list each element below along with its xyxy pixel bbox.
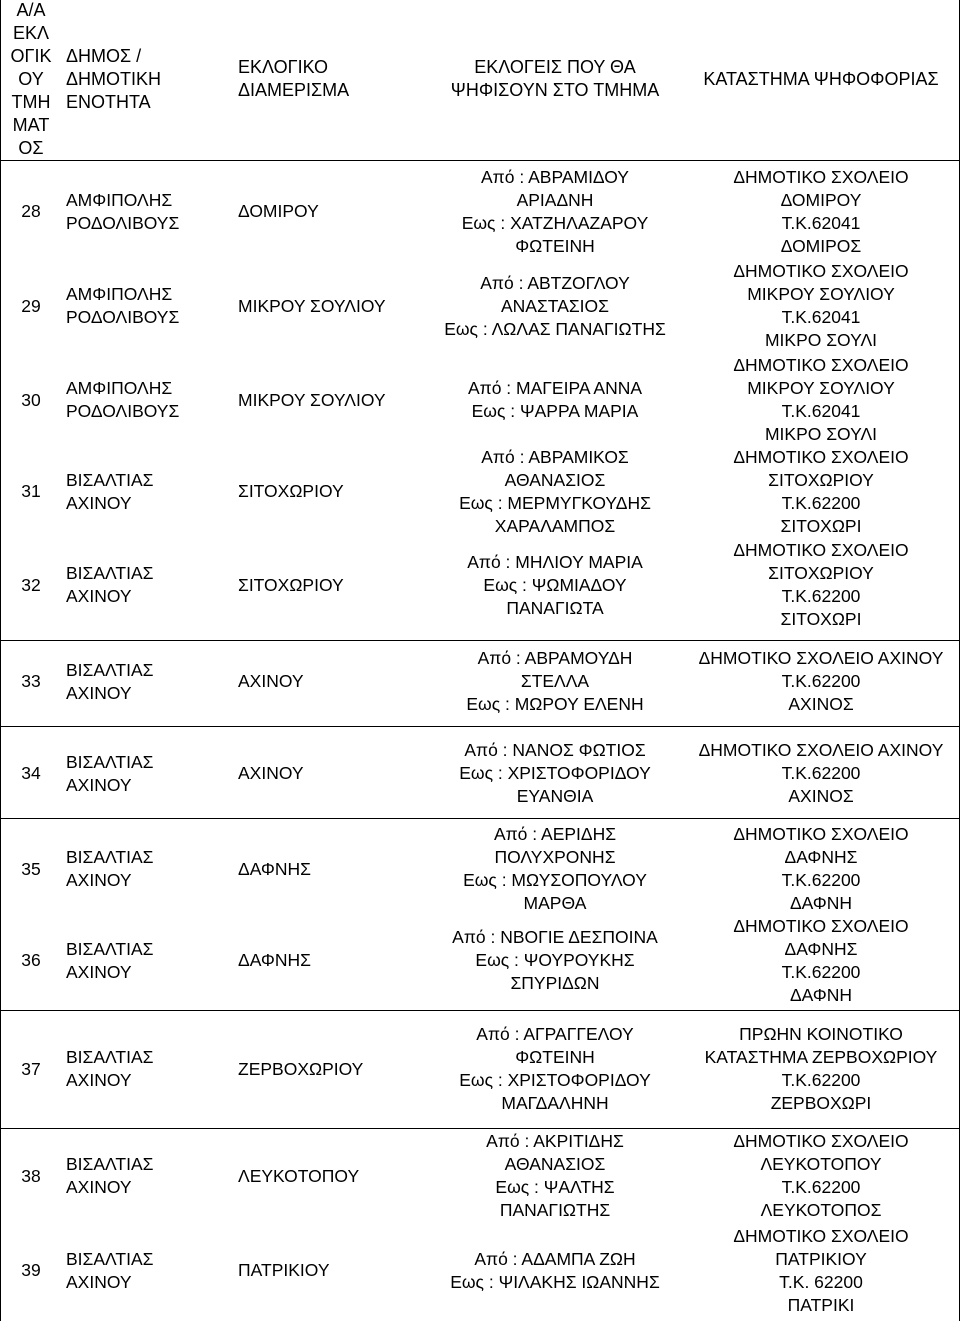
text-line: ΠΟΛΥΧΡΟΝΗΣ bbox=[494, 847, 616, 867]
text-line: Εως : ΨΑΡΡΑ ΜΑΡΙΑ bbox=[471, 401, 639, 421]
text-line: Α/Α bbox=[16, 0, 46, 20]
dimos-cell bbox=[62, 1220, 234, 1321]
katastima-cell bbox=[682, 735, 960, 812]
text-line: Από : ΑΔΑΜΠΑ ΖΩΗ bbox=[474, 1248, 636, 1269]
text-line: ΔΑΦΝΗ bbox=[789, 984, 853, 1005]
text-line: ΜΙΚΡΟΥ ΣΟΥΛΙΟΥ bbox=[238, 295, 386, 316]
text-line: Τ.Κ.62041 bbox=[781, 212, 861, 233]
text-line: Τ.Κ.62200 bbox=[781, 870, 861, 890]
text-line: ΜΙΚΡΟΥ ΣΟΥΛΙΟΥ bbox=[238, 389, 386, 410]
text-line: ΒΙΣΑΛΤΙΑΣ bbox=[66, 563, 154, 583]
katastima-cell bbox=[682, 916, 960, 1005]
text-line: ΣΙΤΟΧΩΡΙΟΥ bbox=[768, 563, 874, 583]
text-line: Τ.Κ.62200 bbox=[781, 1177, 861, 1197]
row-number bbox=[0, 645, 62, 718]
text-line: ΔΗΜΟΤΙΚΟ ΣΧΟΛΕΙΟ bbox=[733, 1131, 909, 1151]
text-line: ΣΙΤΟΧΩΡΙ bbox=[780, 515, 862, 536]
text-line: ΑΧΙΝΟΥ bbox=[66, 586, 132, 606]
diamerisma-cell bbox=[234, 1016, 428, 1122]
text-line: ΔΟΜΙΡΟΣ bbox=[780, 235, 862, 256]
text-line: ΔΗΜΟΤΙΚΟ ΣΧΟΛΕΙΟ bbox=[733, 1225, 909, 1246]
text-line: Τ.Κ.62200 bbox=[781, 1070, 861, 1090]
text-line: ΖΕΡΒΟΧΩΡΙ bbox=[770, 1093, 872, 1113]
diamerisma-cell bbox=[234, 257, 428, 355]
text-line: ΔΗΜΟΤΙΚΗ bbox=[66, 68, 162, 89]
text-line: ΣΤΕΛΛΑ bbox=[520, 671, 590, 691]
katastima-cell bbox=[682, 1016, 960, 1122]
row-number bbox=[0, 735, 62, 812]
katastima-cell bbox=[682, 257, 960, 355]
text-line: Τ.Κ. 62200 bbox=[779, 1271, 863, 1292]
text-line: ΑΘΑΝΑΣΙΟΣ bbox=[504, 469, 606, 490]
row-number-text: 31 bbox=[21, 481, 41, 501]
text-line: ΜΙΚΡΟ ΣΟΥΛΙ bbox=[764, 330, 878, 350]
text-line: ΑΧΙΝΟΥ bbox=[66, 1070, 132, 1090]
text-line: ΕΥΑΝΘΙΑ bbox=[516, 786, 594, 806]
katastima-cell bbox=[682, 355, 960, 445]
text-line: ΕΚΛΟΓΕΙΣ ΠΟΥ ΘΑ bbox=[474, 57, 636, 77]
text-line: Από : ΜΗΛΙΟΥ ΜΑΡΙΑ bbox=[467, 551, 643, 572]
diamerisma-cell bbox=[234, 735, 428, 812]
row-number bbox=[0, 916, 62, 1005]
text-line: ΡΟΔΟΛΙΒΟΥΣ bbox=[66, 212, 180, 233]
text-line: ΟΥ bbox=[18, 68, 44, 89]
text-line: ΛΕΥΚΟΤΟΠΟΥ bbox=[760, 1154, 882, 1174]
katastima-cell bbox=[682, 538, 960, 632]
text-line: ΨΗΦΙΣΟΥΝ ΣΤΟ ΤΜΗΜΑ bbox=[450, 80, 660, 100]
diamerisma-cell bbox=[234, 166, 428, 257]
eklogeis-cell bbox=[428, 916, 682, 1005]
text-line: ΑΧΙΝΟΥ bbox=[66, 682, 132, 703]
text-line: Από : ΜΑΓΕΙΡΑ ΑΝΝΑ bbox=[467, 378, 643, 398]
text-line: ΜΑΤ bbox=[12, 114, 50, 135]
text-line: ΜΑΡΘΑ bbox=[523, 893, 587, 913]
row-number-text: 38 bbox=[21, 1165, 41, 1186]
dimos-cell bbox=[62, 538, 234, 632]
text-line: ΔΟΜΙΡΟΥ bbox=[780, 189, 862, 210]
text-line: ΑΧΙΝΟΥ bbox=[66, 870, 132, 890]
header-eklogeis bbox=[428, 0, 682, 158]
text-line: ΔΗΜΟΤΙΚΟ ΣΧΟΛΕΙΟ ΑΧΙΝΟΥ bbox=[698, 740, 944, 760]
text-line: ΠΑΝΑΓΙΩΤΗΣ bbox=[499, 1200, 611, 1220]
text-line: ΣΙΤΟΧΩΡΙΟΥ bbox=[768, 469, 874, 490]
text-line: Εως : ΨΟΥΡΟΥΚΗΣ bbox=[475, 950, 635, 970]
row-divider bbox=[0, 1128, 960, 1129]
text-line: Εως : ΨΑΛΤΗΣ bbox=[495, 1177, 615, 1197]
text-line: ΜΑΓΔΑΛΗΝΗ bbox=[501, 1093, 609, 1113]
text-line: ΑΧΙΝΟΣ bbox=[788, 786, 854, 806]
diamerisma-cell bbox=[234, 445, 428, 538]
row-number bbox=[0, 1016, 62, 1122]
eklogeis-cell bbox=[428, 735, 682, 812]
text-line: ΒΙΣΑΛΤΙΑΣ bbox=[66, 847, 154, 867]
eklogeis-cell bbox=[428, 166, 682, 257]
text-line: ΑΜΦΙΠΟΛΗΣ bbox=[66, 189, 173, 210]
row-divider bbox=[0, 818, 960, 819]
text-line: Εως : ΜΩΡΟΥ ΕΛΕΝΗ bbox=[466, 694, 644, 714]
text-line: ΠΡΩΗΝ ΚΟΙΝΟΤΙΚΟ bbox=[739, 1024, 903, 1044]
text-line: Από : ΝΑΝΟΣ ΦΩΤΙΟΣ bbox=[464, 740, 646, 760]
katastima-cell bbox=[682, 1220, 960, 1321]
eklogeis-cell bbox=[428, 355, 682, 445]
dimos-cell bbox=[62, 1132, 234, 1220]
text-line: ΑΧΙΝΟΥ bbox=[66, 1177, 132, 1197]
text-line: ΑΜΦΙΠΟΛΗΣ bbox=[66, 284, 173, 304]
text-line: Από : ΑΒΡΑΜΙΔΟΥ bbox=[481, 166, 629, 187]
text-line: ΔΑΦΝΗΣ bbox=[238, 950, 311, 970]
text-line: ΖΕΡΒΟΧΩΡΙΟΥ bbox=[238, 1058, 364, 1079]
text-line: ΣΠΥΡΙΔΩΝ bbox=[510, 973, 600, 993]
diamerisma-cell bbox=[234, 822, 428, 916]
text-line: ΒΙΣΑΛΤΙΑΣ bbox=[66, 1154, 154, 1174]
dimos-cell bbox=[62, 355, 234, 445]
text-line: ΔΑΦΝΗΣ bbox=[784, 847, 858, 867]
text-line: ΑΧΙΝΟΥ bbox=[66, 492, 132, 513]
text-line: ΑΧΙΝΟΥ bbox=[66, 961, 132, 982]
text-line: Τ.Κ.62200 bbox=[781, 671, 861, 691]
diamerisma-cell bbox=[234, 1132, 428, 1220]
text-line: ΑΘΑΝΑΣΙΟΣ bbox=[504, 1154, 606, 1174]
text-line: ΑΧΙΝΟΥ bbox=[66, 1271, 132, 1292]
dimos-cell bbox=[62, 1016, 234, 1122]
header-dimos bbox=[62, 0, 234, 158]
dimos-cell bbox=[62, 735, 234, 812]
diamerisma-cell bbox=[234, 916, 428, 1005]
eklogeis-cell bbox=[428, 538, 682, 632]
row-number-text: 36 bbox=[21, 950, 41, 970]
text-line: Εως : ΜΕΡΜΥΓΚΟΥΔΗΣ bbox=[459, 492, 651, 513]
eklogeis-cell bbox=[428, 1016, 682, 1122]
text-line: Εως : ΧΡΙΣΤΟΦΟΡΙΔΟΥ bbox=[459, 763, 651, 783]
text-line: ΠΑΤΡΙΚΙΟΥ bbox=[775, 1248, 867, 1269]
text-line: ΡΟΔΟΛΙΒΟΥΣ bbox=[66, 307, 180, 327]
row-number-text: 39 bbox=[21, 1260, 41, 1280]
text-line: Τ.Κ.62041 bbox=[781, 307, 861, 327]
header-diamerisma bbox=[234, 0, 428, 158]
text-line: ΔΗΜΟΣ / bbox=[66, 45, 142, 66]
katastima-cell bbox=[682, 445, 960, 538]
katastima-cell bbox=[682, 645, 960, 718]
text-line: Εως : ΨΙΛΑΚΗΣ ΙΩΑΝΝΗΣ bbox=[450, 1271, 660, 1292]
text-line: ΔΗΜΟΤΙΚΟ ΣΧΟΛΕΙΟ bbox=[733, 915, 909, 936]
dimos-cell bbox=[62, 166, 234, 257]
text-line: ΑΧΙΝΟΥ bbox=[238, 671, 304, 691]
row-number bbox=[0, 166, 62, 257]
text-line: ΜΙΚΡΟΥ ΣΟΥΛΙΟΥ bbox=[747, 284, 895, 304]
eklogeis-cell bbox=[428, 1220, 682, 1321]
text-line: ΦΩΤΕΙΝΗ bbox=[515, 1047, 595, 1067]
text-line: ΛΕΥΚΟΤΟΠΟΣ bbox=[760, 1200, 882, 1220]
row-number bbox=[0, 1132, 62, 1220]
text-line: ΜΙΚΡΟ ΣΟΥΛΙ bbox=[764, 424, 878, 444]
text-line: Από : ΑΓΡΑΓΓΕΛΟΥ bbox=[476, 1024, 634, 1044]
text-line: ΔΗΜΟΤΙΚΟ ΣΧΟΛΕΙΟ bbox=[733, 166, 909, 187]
row-number-text: 33 bbox=[21, 671, 41, 691]
text-line: Τ.Κ.62200 bbox=[781, 763, 861, 783]
text-line: ΒΙΣΑΛΤΙΑΣ bbox=[66, 751, 154, 772]
text-line: ΚΑΤΑΣΤΗΜΑ ΖΕΡΒΟΧΩΡΙΟΥ bbox=[704, 1047, 938, 1067]
text-line: ΔΟΜΙΡΟΥ bbox=[238, 201, 319, 221]
dimos-cell bbox=[62, 822, 234, 916]
text-line: Εως : ΜΩΥΣΟΠΟΥΛΟΥ bbox=[463, 870, 647, 890]
text-line: ΔΗΜΟΤΙΚΟ ΣΧΟΛΕΙΟ ΑΧΙΝΟΥ bbox=[698, 648, 944, 668]
text-line: ΔΑΦΝΗ bbox=[789, 893, 853, 913]
text-line: Εως : ΨΩΜΙΑΔΟΥ bbox=[483, 574, 627, 595]
diamerisma-cell bbox=[234, 1220, 428, 1321]
text-line: ΔΗΜΟΤΙΚΟ ΣΧΟΛΕΙΟ bbox=[733, 824, 909, 844]
text-line: ΟΓΙΚ bbox=[10, 45, 52, 66]
row-number-text: 30 bbox=[21, 389, 41, 410]
text-line: Από : ΑΚΡΙΤΙΔΗΣ bbox=[486, 1131, 624, 1151]
row-divider bbox=[0, 726, 960, 727]
text-line: ΑΧΙΝΟΥ bbox=[66, 774, 132, 795]
text-line: Τ.Κ.62041 bbox=[781, 401, 861, 421]
row-number-text: 32 bbox=[21, 574, 41, 595]
text-line: Από : ΑΕΡΙΔΗΣ bbox=[493, 824, 617, 844]
text-line: ΟΣ bbox=[18, 137, 44, 158]
text-line: ΒΙΣΑΛΤΙΑΣ bbox=[66, 1047, 154, 1067]
text-line: ΡΟΔΟΛΙΒΟΥΣ bbox=[66, 401, 180, 421]
text-line: ΧΑΡΑΛΑΜΠΟΣ bbox=[494, 515, 616, 536]
diamerisma-cell bbox=[234, 355, 428, 445]
text-line: ΑΜΦΙΠΟΛΗΣ bbox=[66, 378, 173, 398]
text-line: ΔΗΜΟΤΙΚΟ ΣΧΟΛΕΙΟ bbox=[733, 540, 909, 560]
eklogeis-cell bbox=[428, 257, 682, 355]
text-line: ΔΑΦΝΗΣ bbox=[238, 858, 311, 879]
eklogeis-cell bbox=[428, 645, 682, 718]
text-line: ΣΙΤΟΧΩΡΙ bbox=[780, 609, 862, 629]
row-number bbox=[0, 257, 62, 355]
table-border bbox=[0, 0, 1, 1321]
text-line: Εως : ΧΑΤΖΗΛΑΖΑΡΟΥ bbox=[461, 212, 649, 233]
text-line: ΣΙΤΟΧΩΡΙΟΥ bbox=[238, 574, 344, 595]
row-number bbox=[0, 822, 62, 916]
text-line: ΒΙΣΑΛΤΙΑΣ bbox=[66, 1248, 154, 1269]
text-line: Εως : ΧΡΙΣΤΟΦΟΡΙΔΟΥ bbox=[459, 1070, 651, 1090]
text-line: Από : ΝΒΟΓΙΕ ΔΕΣΠΟΙΝΑ bbox=[452, 927, 658, 947]
text-line: ΑΧΙΝΟΣ bbox=[788, 694, 854, 714]
text-line: ΔΙΑΜΕΡΙΣΜΑ bbox=[238, 80, 350, 100]
text-line: ΜΙΚΡΟΥ ΣΟΥΛΙΟΥ bbox=[747, 378, 895, 398]
eklogeis-cell bbox=[428, 1132, 682, 1220]
text-line: ΕΝΟΤΗΤΑ bbox=[66, 91, 151, 112]
row-divider bbox=[0, 640, 960, 641]
text-line: ΒΙΣΑΛΤΙΑΣ bbox=[66, 938, 154, 959]
header-aa bbox=[0, 0, 62, 158]
text-line: ΒΙΣΑΛΤΙΑΣ bbox=[66, 659, 154, 680]
text-line: Από : ΑΒΤΖΟΓΛΟΥ bbox=[480, 272, 630, 293]
text-line: ΕΚΛ bbox=[12, 22, 50, 43]
text-line: ΦΩΤΕΙΝΗ bbox=[515, 235, 595, 256]
row-number-text: 28 bbox=[21, 201, 41, 221]
text-line: ΤΜΗ bbox=[11, 91, 51, 112]
row-number bbox=[0, 538, 62, 632]
text-line: ΑΝΑΣΤΑΣΙΟΣ bbox=[501, 295, 609, 316]
dimos-cell bbox=[62, 257, 234, 355]
text-line: ΑΡΙΑΔΝΗ bbox=[516, 189, 594, 210]
text-line: Τ.Κ.62200 bbox=[781, 586, 861, 606]
text-line: ΑΧΙΝΟΥ bbox=[238, 763, 304, 783]
text-line: ΕΚΛΟΓΙΚΟ bbox=[238, 57, 329, 77]
katastima-cell bbox=[682, 166, 960, 257]
dimos-cell bbox=[62, 645, 234, 718]
text-line: ΠΑΤΡΙΚΙΟΥ bbox=[238, 1260, 330, 1280]
katastima-cell bbox=[682, 1132, 960, 1220]
text-line: ΔΑΦΝΗΣ bbox=[784, 938, 858, 959]
eklogeis-cell bbox=[428, 445, 682, 538]
text-line: ΠΑΤΡΙΚΙ bbox=[787, 1294, 855, 1315]
row-number-text: 35 bbox=[21, 858, 41, 879]
text-line: Τ.Κ.62200 bbox=[781, 961, 861, 982]
text-line: Εως : ΛΩΛΑΣ ΠΑΝΑΓΙΩΤΗΣ bbox=[444, 318, 666, 339]
text-line: ΠΑΝΑΓΙΩΤΑ bbox=[506, 597, 604, 618]
row-number bbox=[0, 355, 62, 445]
text-line: Τ.Κ.62200 bbox=[781, 492, 861, 513]
text-line: Από : ΑΒΡΑΜΟΥΔΗ bbox=[477, 648, 633, 668]
header-katastima bbox=[682, 0, 960, 158]
text-line: ΣΙΤΟΧΩΡΙΟΥ bbox=[238, 481, 344, 501]
eklogeis-cell bbox=[428, 822, 682, 916]
row-number-text: 34 bbox=[21, 763, 41, 783]
row-number-text: 29 bbox=[21, 295, 41, 316]
dimos-cell bbox=[62, 916, 234, 1005]
text-line: ΔΗΜΟΤΙΚΟ ΣΧΟΛΕΙΟ bbox=[733, 261, 909, 281]
diamerisma-cell bbox=[234, 538, 428, 632]
text-line: ΔΗΜΟΤΙΚΟ ΣΧΟΛΕΙΟ bbox=[733, 355, 909, 375]
text-line: ΚΑΤΑΣΤΗΜΑ ΨΗΦΟΦΟΡΙΑΣ bbox=[703, 68, 939, 89]
text-line: ΒΙΣΑΛΤΙΑΣ bbox=[66, 469, 154, 490]
row-divider bbox=[0, 160, 960, 161]
text-line: ΔΗΜΟΤΙΚΟ ΣΧΟΛΕΙΟ bbox=[733, 446, 909, 467]
katastima-cell bbox=[682, 822, 960, 916]
text-line: ΛΕΥΚΟΤΟΠΟΥ bbox=[238, 1165, 360, 1186]
dimos-cell bbox=[62, 445, 234, 538]
row-number bbox=[0, 445, 62, 538]
row-divider bbox=[0, 1010, 960, 1011]
row-number bbox=[0, 1220, 62, 1321]
row-number-text: 37 bbox=[21, 1058, 41, 1079]
text-line: Από : ΑΒΡΑΜΙΚΟΣ bbox=[481, 446, 629, 467]
diamerisma-cell bbox=[234, 645, 428, 718]
